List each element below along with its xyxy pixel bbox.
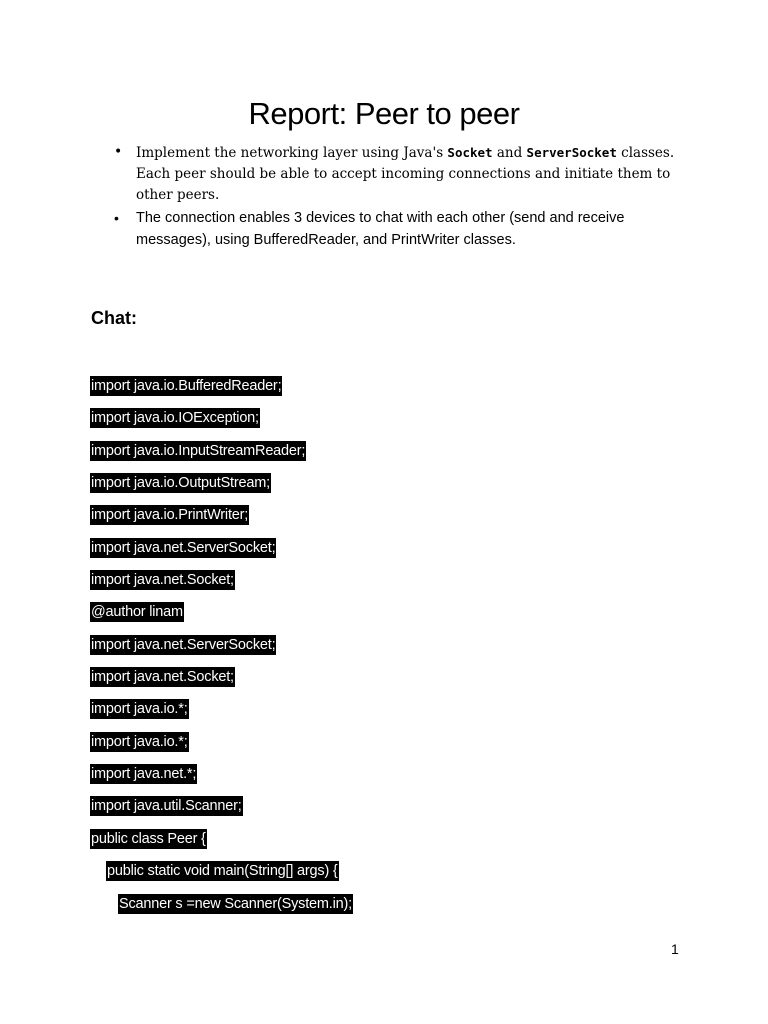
code-line-text: @author linam bbox=[91, 604, 183, 621]
code-line bbox=[90, 732, 353, 764]
section-heading-chat: Chat: bbox=[91, 308, 137, 328]
code-line bbox=[90, 635, 353, 667]
code-line-text: import java.net.ServerSocket; bbox=[91, 539, 276, 556]
bullet-text-part: The connection enables 3 devices to chat with each other (send and receive messages), using BufferedReader, and PrintWriter classes. bbox=[136, 210, 625, 248]
code-line-text: import java.net.ServerSocket; bbox=[91, 636, 276, 653]
code-line-text: import java.net.Socket; bbox=[91, 572, 234, 589]
code-line-text: public static void main(String[] args) { bbox=[107, 863, 338, 880]
code-line bbox=[90, 570, 353, 602]
code-line bbox=[90, 602, 353, 634]
code-line-text: import java.net.Socket; bbox=[91, 669, 234, 686]
bullet-symbol: • bbox=[114, 210, 119, 226]
code-line-text: import java.util.Scanner; bbox=[91, 798, 242, 815]
code-line-text: import java.io.*; bbox=[91, 733, 188, 750]
code-line-text: import java.io.*; bbox=[91, 701, 188, 718]
code-line bbox=[90, 408, 353, 440]
code-line-text: import java.io.InputStreamReader; bbox=[91, 442, 306, 459]
code-line bbox=[90, 376, 353, 408]
code-line-text: import java.io.OutputStream; bbox=[91, 475, 270, 492]
document-title: Report: Peer to peer bbox=[248, 96, 520, 131]
code-line bbox=[90, 699, 353, 731]
inline-code-socket: Socket bbox=[447, 145, 493, 160]
bullet-list bbox=[112, 142, 692, 251]
code-line-text: import java.io.PrintWriter; bbox=[91, 507, 249, 524]
page-number: 1 bbox=[671, 941, 679, 957]
bullet-text-part: Implement the networking layer using Java's bbox=[136, 145, 448, 161]
code-line-text: import java.net.*; bbox=[91, 766, 197, 783]
code-block bbox=[90, 376, 353, 926]
code-line-text: Scanner s =new Scanner(System.in); bbox=[119, 895, 352, 912]
bullet-item-chat-connection bbox=[112, 207, 692, 251]
bullet-text-part: classes. Each peer should be able to accept incoming connections and initiate them to other peers. bbox=[136, 145, 675, 203]
code-line bbox=[90, 538, 353, 570]
bullet-symbol: • bbox=[114, 144, 123, 160]
code-line bbox=[90, 894, 353, 926]
bullet-text-part: and bbox=[492, 145, 527, 161]
code-line bbox=[90, 796, 353, 828]
code-line bbox=[90, 505, 353, 537]
code-line-text: import java.io.BufferedReader; bbox=[91, 378, 282, 394]
code-line bbox=[90, 473, 353, 505]
code-line bbox=[90, 667, 353, 699]
bullet-item-networking bbox=[112, 142, 692, 206]
code-line-text: public class Peer { bbox=[91, 830, 206, 847]
code-line-text: import java.io.IOException; bbox=[91, 410, 259, 427]
code-line bbox=[90, 861, 353, 893]
inline-code-serversocket: ServerSocket bbox=[526, 145, 617, 160]
code-line bbox=[90, 764, 353, 796]
code-line bbox=[90, 829, 353, 861]
code-line bbox=[90, 441, 353, 473]
